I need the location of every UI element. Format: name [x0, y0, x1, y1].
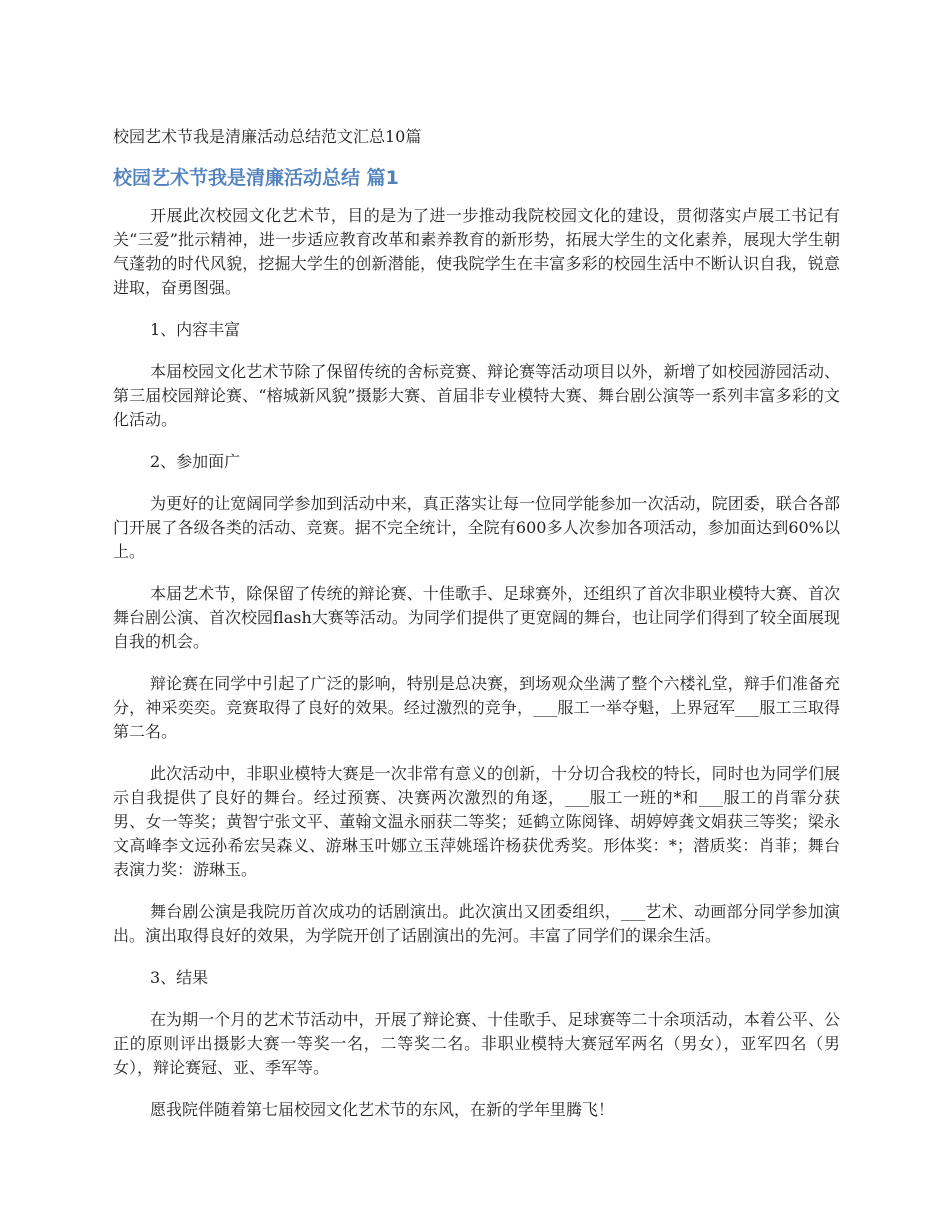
paragraph: 愿我院伴随着第七届校园文化艺术节的东风，在新的学年里腾飞！ — [150, 1100, 615, 1119]
document-body — [113, 204, 840, 1140]
paragraph: 辩论赛在同学中引起了广泛的影响，特别是总决赛，到场观众坐满了整个六楼礼堂，辩手们准备充分，神采奕奕。竞赛取得了良好的效果。经过激烈的竞争，___服工一举夺魁，上界冠军___服工三取得第二名。 — [113, 674, 840, 741]
subheading-result: 3、结果 — [150, 968, 209, 987]
document-title: 校园艺术节我是清廉活动总结范文汇总10篇 — [113, 127, 422, 146]
paragraph: 开展此次校园文化艺术节，目的是为了进一步推动我院校园文化的建设，贯彻落实卢展工书记有关“三爱”批示精神，进一步适应教育改革和素养教育的新形势，拓展大学生的文化素养，展现大学生朝气蓬勃的时代风貌，挖掘大学生的创新潜能，使我院学生在丰富多彩的校园生活中不断认识自我，锐意进取，奋勇图强。 — [113, 206, 840, 297]
paragraph: 本届校园文化艺术节除了保留传统的舍标竞赛、辩论赛等活动项目以外，新增了如校园游园活动、第三届校园辩论赛、“榕城新风貌”摄影大赛、首届非专业模特大赛、舞台剧公演等一系列丰富多彩的文化活动。 — [113, 362, 840, 429]
section-heading: 校园艺术节我是清廉活动总结 篇1 — [113, 167, 399, 189]
paragraph: 为更好的让宽阔同学参加到活动中来，真正落实让每一位同学能参加一次活动，院团委，联合各部门开展了各级各类的活动、竞赛。据不完全统计，全院有600多人次参加各项活动，参加面达到60%以上。 — [113, 494, 840, 561]
paragraph: 此次活动中，非职业模特大赛是一次非常有意义的创新，十分切合我校的特长，同时也为同学们展示自我提供了良好的舞台。经过预赛、决赛两次激烈的角逐，___服工一班的*和___服工的肖霏分获男、女一等奖；黄智宁张文平、董翰文温永丽获二等奖；延鹤立陈阅锋、胡婷婷龚文娟获三等奖；梁永文高峰李文远孙希宏吴森义、游琳玉叶娜立玉萍姚瑶许杨获优秀奖。形体奖：*；潜质奖：肖菲；舞台表演力奖：游琳玉。 — [113, 764, 840, 879]
subheading-content: 1、内容丰富 — [150, 320, 241, 339]
paragraph: 在为期一个月的艺术节活动中，开展了辩论赛、十佳歌手、足球赛等二十余项活动，本着公平、公正的原则评出摄影大赛一等奖一名，二等奖二名。非职业模特大赛冠军两名（男女），亚军四名（男女），辩论赛冠、亚、季军等。 — [113, 1010, 840, 1077]
paragraph: 舞台剧公演是我院历首次成功的话剧演出。此次演出又团委组织，___艺术、动画部分同学参加演出。演出取得良好的效果，为学院开创了话剧演出的先河。丰富了同学们的课余生活。 — [113, 902, 840, 945]
subheading-participation: 2、参加面广 — [150, 452, 241, 471]
paragraph: 本届艺术节，除保留了传统的辩论赛、十佳歌手、足球赛外，还组织了首次非职业模特大赛、首次舞台剧公演、首次校园flash大赛等活动。为同学们提供了更宽阔的舞台，也让同学们得到了较全面展现自我的机会。 — [113, 584, 840, 651]
